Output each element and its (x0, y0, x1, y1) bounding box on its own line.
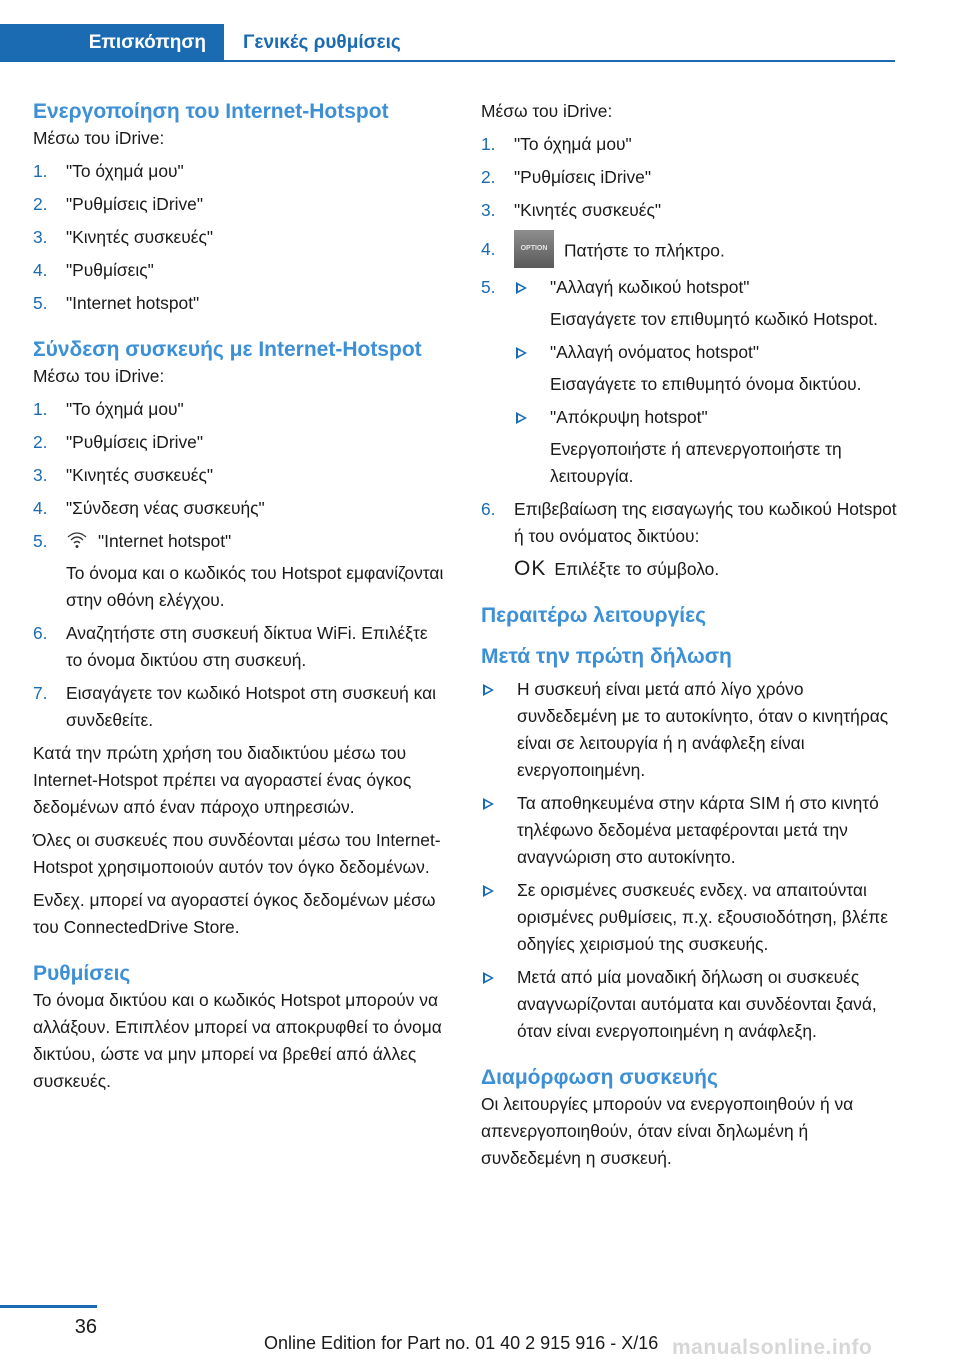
list-item (481, 496, 897, 583)
step-text: "Κινητές συσκευές" (514, 200, 662, 220)
page-number: 36 (74, 1316, 97, 1338)
step-number: 2. (33, 432, 48, 452)
step-number: 5. (481, 277, 496, 297)
wifi-icon (66, 530, 88, 550)
step-number: 4. (33, 260, 48, 280)
paragraph: Ενδεχ. μπορεί να αγοραστεί όγκος δεδομένων μέσω του ConnectedDrive Store. (33, 890, 436, 937)
step-number: 3. (481, 200, 496, 220)
bullet-item (514, 274, 897, 333)
tab-overview[interactable]: Επισκόπηση (0, 24, 224, 62)
list-item (33, 191, 447, 218)
list-item (481, 197, 897, 224)
bullet-triangle-icon (516, 412, 527, 424)
bullet-note: Εισαγάγετε το επιθυμητό όνομα δικτύου. (550, 374, 862, 394)
step-number: 1. (33, 161, 48, 181)
paragraph: Το όνομα δικτύου και ο κωδικός Hotspot μπορούν να αλλάξουν. Επιπλέον μπορεί να αποκρυφθεί το όνομα δικτύου, ώστε να μην μπορεί να βρεθεί από άλλες συσκευές. (33, 990, 442, 1091)
bullet-item (481, 676, 897, 784)
left-column (33, 98, 447, 1101)
list-item (481, 236, 897, 268)
list-item (33, 620, 447, 674)
bullet-item (514, 339, 897, 398)
bullet-text: "Αλλαγή ονόματος hotspot" (550, 342, 759, 362)
section-title-activate-hotspot: Ενεργοποίηση του Internet-Hotspot (33, 100, 389, 123)
step-number: 7. (33, 683, 48, 703)
list-item (481, 274, 897, 490)
bullet-text: Μετά από μία μοναδική δήλωση οι συσκευές αναγνωρίζονται αυτόματα και συνδέονται ξανά, όταν είναι ενεργοποιημένη η ανάφλεξη. (517, 967, 877, 1041)
list-item (33, 680, 447, 734)
list-item (481, 131, 897, 158)
list-item (33, 396, 447, 423)
list-item (33, 462, 447, 489)
section-title-more-functions: Περαιτέρω λειτουργίες (481, 604, 706, 627)
paragraph: Κατά την πρώτη χρήση του διαδικτύου μέσω του Internet-Hotspot πρέπει να αγοραστεί ένας όγκος δεδομένων από έναν πάροχο υπηρεσιών. (33, 743, 412, 817)
step-text: Πατήστε το πλήκτρο. (564, 240, 725, 261)
steps-list (33, 396, 447, 734)
step-number: 4. (481, 239, 496, 259)
step-number: 6. (33, 623, 48, 643)
section-title-after-registration: Μετά την πρώτη δήλωση (481, 645, 732, 668)
bullet-triangle-icon (483, 798, 494, 810)
bullet-item (514, 404, 897, 490)
steps-list (481, 131, 897, 583)
bullet-triangle-icon (483, 684, 494, 696)
bullet-text: Τα αποθηκευμένα στην κάρτα SIM ή στο κινητό τηλέφωνο δεδομένα μεταφέρονται μετά την αναγνώριση στο αυτοκίνητο. (517, 793, 879, 867)
step-number: 5. (33, 531, 48, 551)
step-number: 3. (33, 465, 48, 485)
step-text: "Το όχημά μου" (66, 399, 184, 419)
step-text: Επιβεβαίωση της εισαγωγής του κωδικού Hotspot ή του ονόματος δικτύου: (514, 499, 897, 546)
bullet-item (481, 790, 897, 871)
bullet-text: Η συσκευή είναι μετά από λίγο χρόνο συνδεδεμένη με το αυτοκίνητο, όταν ο κινητήρας είναι σε λειτουργία ή η ανάφλεξη είναι ενεργοποιημένη. (517, 679, 889, 780)
header-divider (224, 60, 895, 62)
bullet-list (481, 676, 897, 1045)
header-bar (0, 24, 895, 62)
step-number: 2. (33, 194, 48, 214)
step-text: "Κινητές συσκευές" (66, 465, 214, 485)
step-text: Αναζητήστε στη συσκευή δίκτυα WiFi. Επιλέξτε το όνομα δικτύου στη συσκευή. (66, 623, 428, 670)
section-intro: Μέσω του iDrive: (33, 128, 165, 148)
section-intro: Μέσω του iDrive: (481, 101, 613, 121)
bullet-text: "Απόκρυψη hotspot" (550, 407, 708, 427)
step-text: "Ρυθμίσεις iDrive" (66, 194, 204, 214)
bullet-triangle-icon (516, 347, 527, 359)
step-note-text: Επιλέξτε το σύμβολο. (554, 559, 720, 579)
step-number: 4. (33, 498, 48, 518)
list-item (33, 429, 447, 456)
step-text: "Το όχημά μου" (514, 134, 632, 154)
paragraph: Οι λειτουργίες μπορούν να ενεργοποιηθούν ή να απενεργοποιηθούν, όταν είναι δηλωμένη ή συνδεδεμένη η συσκευή. (481, 1094, 854, 1168)
section-title-settings: Ρυθμίσεις (33, 962, 131, 985)
step-number: 1. (481, 134, 496, 154)
option-button-icon: OPTION (514, 230, 554, 268)
list-item (33, 224, 447, 251)
section-title-connect-device: Σύνδεση συσκευής με Internet-Hotspot (33, 338, 422, 361)
list-item (33, 528, 447, 614)
step-note (514, 555, 897, 583)
bullet-triangle-icon (516, 282, 527, 294)
list-item (481, 164, 897, 191)
ok-symbol-icon: OK (514, 557, 547, 580)
list-item (33, 290, 447, 317)
step-text: "Το όχημά μου" (66, 161, 184, 181)
bullet-note: Εισαγάγετε τον επιθυμητό κωδικό Hotspot. (550, 309, 878, 329)
bullet-triangle-icon (483, 885, 494, 897)
step-text: "Ρυθμίσεις" (66, 260, 154, 280)
step-number: 3. (33, 227, 48, 247)
step-text: "Internet hotspot" (66, 293, 200, 313)
bullet-item (481, 964, 897, 1045)
section-intro: Μέσω του iDrive: (33, 366, 165, 386)
bullet-text: Σε ορισμένες συσκευές ενδεχ. να απαιτούνται ορισμένες ρυθμίσεις, π.χ. εξουσιοδότηση, βλέπε οδηγίες χειρισμού της συσκευής. (517, 880, 889, 954)
step-number: 1. (33, 399, 48, 419)
step-number: 5. (33, 293, 48, 313)
step-text: "Κινητές συσκευές" (66, 227, 214, 247)
step-number: 2. (481, 167, 496, 187)
steps-list (33, 158, 447, 317)
list-item (33, 257, 447, 284)
bullet-triangle-icon (483, 972, 494, 984)
step-text: "Σύνδεση νέας συσκευής" (66, 498, 265, 518)
step-note: Το όνομα και ο κωδικός του Hotspot εμφανίζονται στην οθόνη ελέγχου. (66, 563, 444, 610)
step-text: Εισαγάγετε τον κωδικό Hotspot στη συσκευή και συνδεθείτε. (66, 683, 437, 730)
paragraph: Όλες οι συσκευές που συνδέονται μέσω του Internet-Hotspot χρησιμοποιούν αυτόν τον όγκο δεδομένων. (33, 830, 441, 877)
step-number: 6. (481, 499, 496, 519)
tab-general-settings[interactable]: Γενικές ρυθμίσεις (243, 32, 401, 53)
step-text: "Internet hotspot" (98, 531, 232, 551)
footer-divider (0, 1305, 97, 1308)
right-column (481, 98, 897, 1178)
list-item (33, 495, 447, 522)
step-text: "Ρυθμίσεις iDrive" (66, 432, 204, 452)
section-title-device-configuration: Διαμόρφωση συσκευής (481, 1066, 718, 1089)
step-text: "Ρυθμίσεις iDrive" (514, 167, 652, 187)
watermark: manualsonline.info (672, 1336, 873, 1359)
bullet-item (481, 877, 897, 958)
footer-edition: Online Edition for Part no. 01 40 2 915 916 - X/16 (264, 1333, 659, 1353)
list-item (33, 158, 447, 185)
bullet-text: "Αλλαγή κωδικού hotspot" (550, 277, 750, 297)
bullet-note: Ενεργοποιήστε ή απενεργοποιήστε τη λειτουργία. (550, 439, 842, 486)
